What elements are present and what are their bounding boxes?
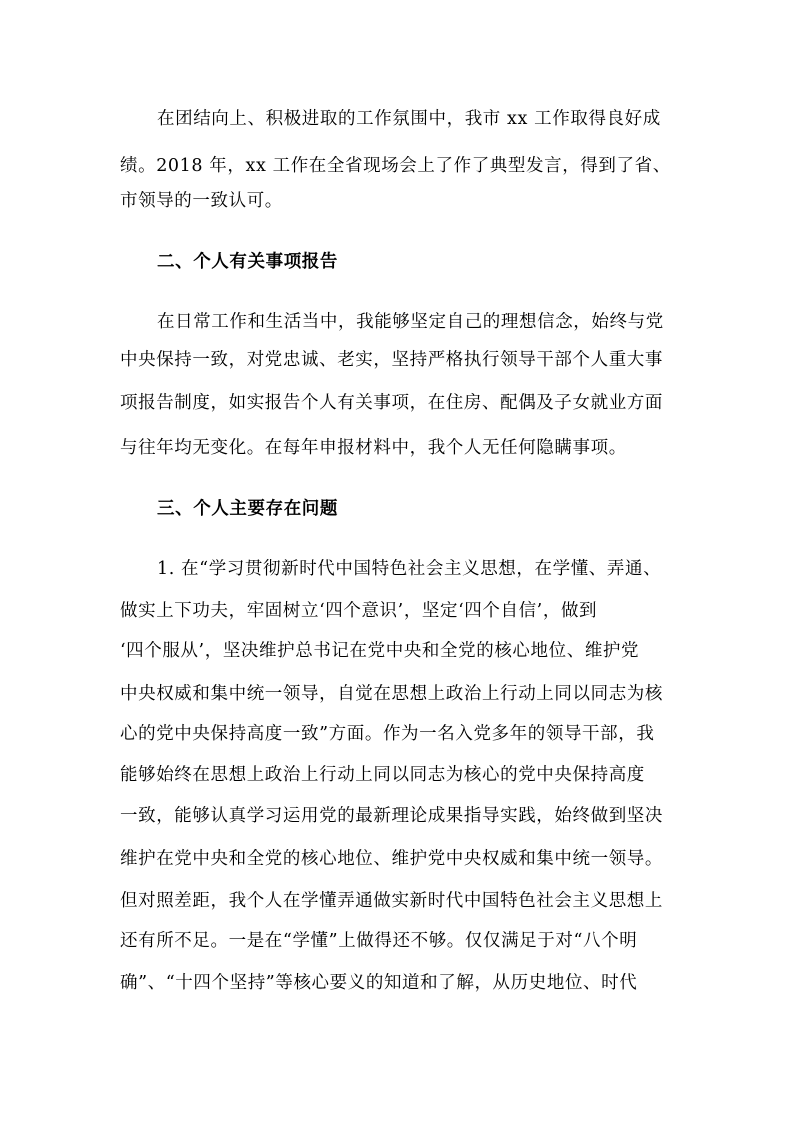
paragraph-3-line-4: 中央权威和集中统一领导，自觉在思想上政治上行动上同以同志为核 — [120, 684, 663, 704]
paragraph-2-line-1: 在日常工作和生活当中，我能够坚定自己的理想信念，始终与党 — [157, 312, 664, 332]
paragraph-1-line-2: 绩。2018 年，xx 工作在全省现场会上了作了典型发言，得到了省、 — [120, 156, 671, 176]
paragraph-2-line-2: 中央保持一致，对党忠诚、老实，坚持严格执行领导干部个人重大事 — [120, 350, 663, 370]
paragraph-3-line-11: 确”、“十四个坚持”等核心要义的知道和了解，从历史地位、时代 — [120, 973, 638, 993]
paragraph-3-line-3: ‘四个服从’，坚决维护总书记在党中央和全党的核心地位、维护党 — [120, 641, 640, 661]
paragraph-3-line-2: 做实上下功夫，牢固树立‘四个意识’，坚定‘四个自信’，做到 — [120, 601, 598, 621]
paragraph-3-line-1: 1. 在“学习贯彻新时代中国特色社会主义思想，在学懂、弄通、 — [157, 559, 662, 579]
paragraph-1-line-3: 市领导的一致认可。 — [120, 191, 283, 211]
paragraph-3-line-8: 维护在党中央和全党的核心地位、维护党中央权威和集中统一领导。 — [120, 849, 663, 869]
section-heading-2: 二、个人有关事项报告 — [157, 252, 338, 272]
paragraph-3-line-10: 还有所不足。一是在“学懂”上做得还不够。仅仅满足于对“八个明 — [120, 931, 638, 951]
paragraph-3-line-9: 但对照差距，我个人在学懂弄通做实新时代中国特色社会主义思想上 — [120, 891, 663, 911]
paragraph-2-line-4: 与往年均无变化。在每年申报材料中，我个人无任何隐瞒事项。 — [120, 438, 627, 458]
paragraph-3-line-6: 能够始终在思想上政治上行动上同以同志为核心的党中央保持高度 — [120, 765, 645, 785]
paragraph-2-line-3: 项报告制度，如实报告个人有关事项，在住房、配偶及子女就业方面 — [120, 393, 663, 413]
paragraph-3-line-7: 一致，能够认真学习运用党的最新理论成果指导实践，始终做到坚决 — [120, 806, 663, 826]
paragraph-1-line-1: 在团结向上、积极进取的工作氛围中，我市 xx 工作取得良好成 — [157, 109, 661, 129]
paragraph-3-line-5: 心的党中央保持高度一致”方面。作为一名入党多年的领导干部，我 — [120, 724, 655, 744]
section-heading-3: 三、个人主要存在问题 — [157, 499, 338, 519]
